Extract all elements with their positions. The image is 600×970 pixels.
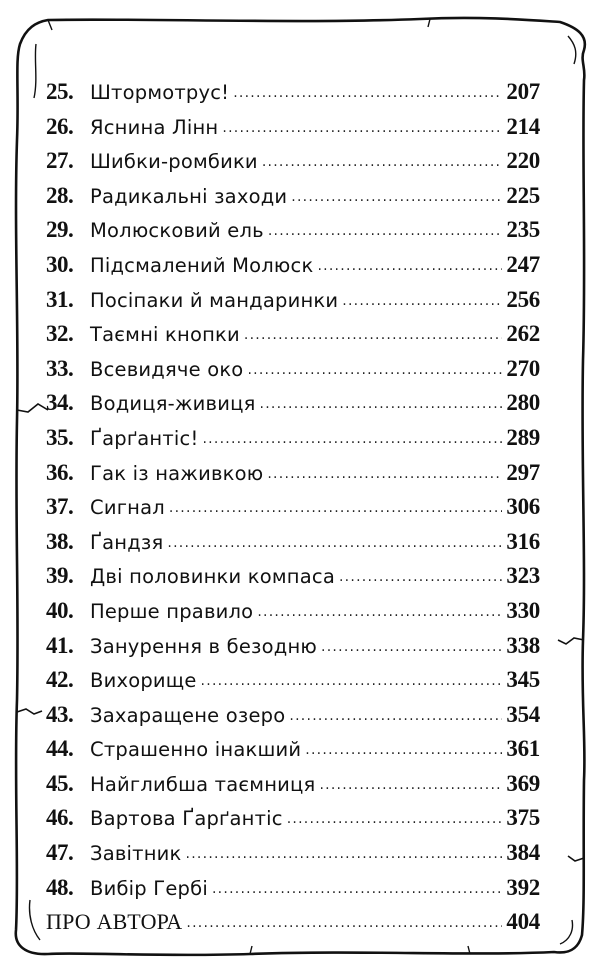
chapter-number: 48.: [46, 874, 74, 900]
toc-entry[interactable]: [46, 875, 540, 910]
toc-entry[interactable]: [46, 736, 540, 771]
page-number: 247: [506, 251, 540, 277]
toc-entry[interactable]: [46, 114, 540, 149]
chapter-title: Водиця-живиця: [90, 392, 256, 416]
toc-entry[interactable]: [46, 425, 540, 460]
chapter-title: Ґарґантіс!: [90, 426, 199, 450]
page-number: 323: [506, 563, 540, 589]
chapter-number: 26.: [46, 113, 74, 139]
chapter-number: 46.: [46, 805, 74, 831]
toc-entry[interactable]: [46, 494, 540, 529]
chapter-number: 45.: [46, 770, 74, 796]
dot-leader: [233, 80, 502, 100]
toc-entry[interactable]: [46, 598, 540, 633]
page-number: 392: [506, 874, 540, 900]
about-author-title: ПРО АВТОРА: [46, 909, 183, 935]
chapter-title: Страшенно інакший: [90, 738, 302, 762]
chapter-title: Молюсковий ель: [90, 219, 264, 243]
page-number: 297: [506, 459, 540, 485]
toc-entry[interactable]: [46, 79, 540, 114]
toc-entry[interactable]: [46, 460, 540, 495]
chapter-title: Яснина Лінн: [90, 115, 219, 139]
page-number: 289: [506, 424, 540, 450]
dot-leader: [260, 391, 502, 411]
toc-entry[interactable]: [46, 529, 540, 564]
dot-leader: [186, 841, 502, 861]
dot-leader: [317, 252, 502, 272]
dot-leader: [169, 495, 502, 515]
dot-leader: [202, 425, 502, 445]
toc-entry[interactable]: [46, 217, 540, 252]
frame-crack: [17, 404, 48, 412]
page-number: 404: [506, 909, 540, 935]
page-number: 375: [506, 805, 540, 831]
page-number: 207: [506, 79, 540, 104]
chapter-title: Вихорище: [90, 669, 197, 693]
chapter-number: 47.: [46, 840, 74, 866]
page-number: 214: [506, 113, 540, 139]
chapter-number: 29.: [46, 217, 74, 243]
dot-leader: [287, 806, 502, 826]
frame-crack: [558, 638, 584, 644]
chapter-number: 41.: [46, 632, 74, 658]
toc-entry[interactable]: [46, 252, 540, 287]
page-number: 225: [506, 182, 540, 208]
page-number: 354: [506, 701, 540, 727]
dot-leader: [268, 218, 502, 238]
dot-leader: [342, 287, 502, 307]
toc-entry[interactable]: [46, 840, 540, 875]
chapter-title: Занурення в безодню: [90, 634, 318, 658]
chapter-title: Таємні кнопки: [90, 323, 240, 347]
page-number: 338: [506, 632, 540, 658]
page-number: 270: [506, 355, 540, 381]
chapter-title: Перше правило: [90, 599, 254, 623]
page-number: 361: [506, 736, 540, 762]
chapter-title: Штормотрус!: [90, 81, 230, 104]
toc-entry[interactable]: [46, 702, 540, 737]
chapter-number: 37.: [46, 494, 74, 520]
chapter-title: Підсмалений Молюск: [90, 253, 314, 277]
chapter-number: 32.: [46, 321, 74, 347]
dot-leader: [244, 322, 502, 342]
page-number: 280: [506, 390, 540, 416]
toc-entry[interactable]: [46, 771, 540, 806]
chapter-title: Завітник: [90, 842, 182, 866]
chapter-title: Гак із наживкою: [90, 461, 264, 485]
toc-entry[interactable]: [46, 287, 540, 322]
dot-leader: [291, 183, 502, 203]
frame-crack: [568, 856, 584, 861]
chapter-title: Ґандзя: [90, 530, 164, 554]
page-number: 345: [506, 667, 540, 693]
chapter-title: Вартова Ґарґантіс: [90, 807, 283, 831]
page-number: 316: [506, 528, 540, 554]
page-number: 369: [506, 770, 540, 796]
page-number: 384: [506, 840, 540, 866]
page-number: 235: [506, 217, 540, 243]
chapter-title: Посіпаки й мандаринки: [90, 288, 339, 312]
dot-leader: [319, 771, 502, 791]
toc-entry[interactable]: [46, 183, 540, 218]
chapter-number: 33.: [46, 355, 74, 381]
page-number: 256: [506, 286, 540, 312]
dot-leader: [247, 356, 502, 376]
chapter-title: Шибки-ромбики: [90, 150, 258, 174]
dot-leader: [267, 460, 502, 480]
chapter-number: 30.: [46, 251, 74, 277]
chapter-number: 35.: [46, 424, 74, 450]
dot-leader: [257, 598, 502, 618]
chapter-title: Радикальні заходи: [90, 184, 288, 208]
toc-entry[interactable]: [46, 667, 540, 702]
dot-leader: [212, 875, 502, 895]
dot-leader: [305, 737, 502, 757]
dot-leader: [321, 633, 502, 653]
chapter-title: Сигнал: [90, 496, 165, 520]
chapter-number: 25.: [46, 79, 74, 104]
chapter-number: 31.: [46, 286, 74, 312]
chapter-title: Всевидяче око: [90, 357, 244, 381]
chapter-number: 34.: [46, 390, 74, 416]
chapter-title: Захаращене озеро: [90, 703, 286, 727]
chapter-number: 42.: [46, 667, 74, 693]
chapter-title: Найглибша таємниця: [90, 772, 316, 796]
toc-entry[interactable]: [46, 390, 540, 425]
dot-leader: [339, 564, 502, 584]
toc-entry[interactable]: [46, 563, 540, 598]
toc-entry[interactable]: [46, 356, 540, 391]
toc-entry[interactable]: [46, 633, 540, 668]
chapter-number: 43.: [46, 701, 74, 727]
frame-crack: [17, 709, 42, 714]
page-number: 306: [506, 494, 540, 520]
dot-leader: [289, 702, 502, 722]
chapter-number: 38.: [46, 528, 74, 554]
chapter-number: 39.: [46, 563, 74, 589]
chapter-number: 36.: [46, 459, 74, 485]
chapter-number: 28.: [46, 182, 74, 208]
dot-leader: [186, 910, 502, 930]
dot-leader: [201, 668, 502, 688]
chapter-number: 40.: [46, 597, 74, 623]
page-number: 330: [506, 597, 540, 623]
toc-entry[interactable]: [46, 805, 540, 840]
toc-entry-about-author[interactable]: [46, 909, 540, 944]
toc-entry[interactable]: [46, 148, 540, 183]
table-of-contents: [46, 79, 540, 944]
chapter-number: 44.: [46, 736, 74, 762]
page-number: 220: [506, 148, 540, 174]
chapter-title: Вибір Гербі: [90, 876, 208, 900]
dot-leader: [167, 529, 502, 549]
toc-entry[interactable]: [46, 321, 540, 356]
dot-leader: [222, 114, 502, 134]
dot-leader: [262, 149, 502, 169]
chapter-title: Дві половинки компаса: [90, 565, 335, 589]
page-number: 262: [506, 321, 540, 347]
chapter-number: 27.: [46, 148, 74, 174]
